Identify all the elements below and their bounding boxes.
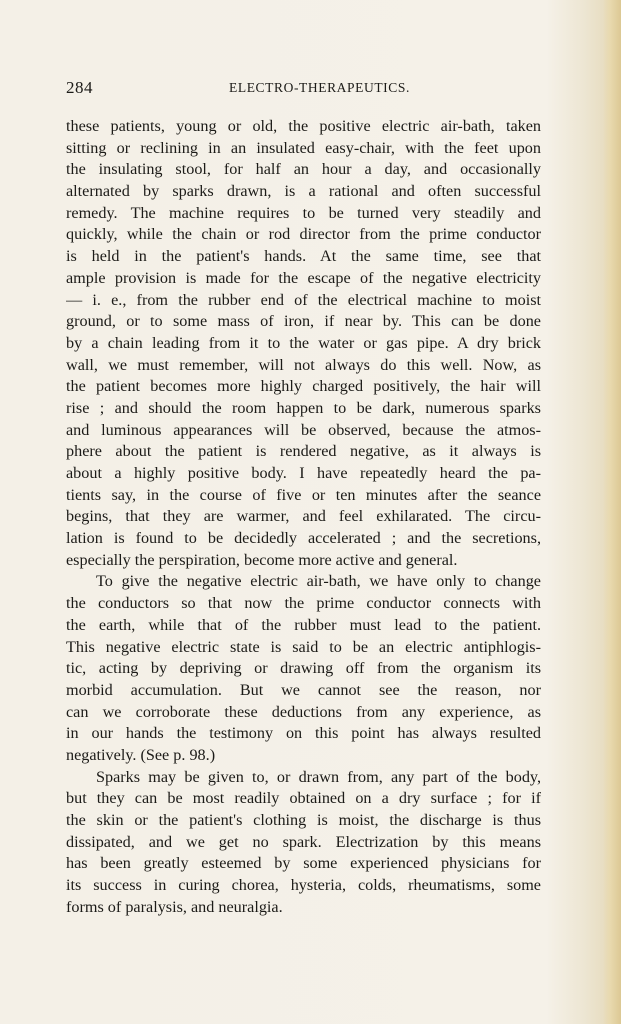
text-line: the conductors so that now the prime conductor connects with: [66, 594, 541, 613]
text-line: the insulating stool, for half an hour a day, and occasionally: [66, 160, 541, 179]
text-line: This negative electric state is said to be an electric antiphlogis-: [66, 637, 541, 656]
text-line: has been greatly esteemed by some experienced physicians for: [66, 854, 541, 873]
body-text: [66, 116, 541, 918]
page-number: 284: [66, 78, 93, 97]
text-line: tients say, in the course of five or ten minutes after the seance: [66, 485, 541, 504]
text-line: lation is found to be decidedly accelerated ; and the secretions,: [66, 529, 541, 548]
text-line: begins, that they are warmer, and feel exhilarated. The circu-: [66, 507, 541, 526]
text-line: ample provision is made for the escape of the negative electricity: [66, 268, 541, 287]
text-line: sitting or reclining in an insulated easy-chair, with the feet upon: [66, 138, 541, 157]
paragraph-start-line: Sparks may be given to, or drawn from, any part of the body,: [96, 767, 541, 786]
text-line: especially the perspiration, become more active and general.: [66, 550, 458, 569]
text-line: the patient becomes more highly charged positively, the hair will: [66, 377, 541, 396]
text-line: — i. e., from the rubber end of the electrical machine to moist: [66, 290, 541, 309]
text-line: negatively. (See p. 98.): [66, 745, 216, 764]
page-edge-shading: [603, 0, 621, 1024]
text-line: remedy. The machine requires to be turned very steadily and: [66, 203, 541, 222]
text-line: phere about the patient is rendered negative, as it always is: [66, 442, 541, 461]
page-header: [66, 78, 540, 100]
text-line: but they can be most readily obtained on a dry surface ; for if: [66, 789, 541, 808]
paragraph-start-line: To give the negative electric air-bath, we have only to change: [96, 572, 541, 591]
text-line: is held in the patient's hands. At the same time, see that: [66, 247, 541, 266]
text-line: dissipated, and we get no spark. Electrization by this means: [66, 832, 541, 851]
text-line: can we corroborate these deductions from any experience, as: [66, 702, 541, 721]
running-head: ELECTRO-THERAPEUTICS.: [229, 80, 410, 95]
text-line: alternated by sparks drawn, is a rational and often successful: [66, 182, 541, 201]
text-line: about a highly positive body. I have repeatedly heard the pa-: [66, 464, 541, 482]
text-line: quickly, while the chain or rod director from the prime conductor: [66, 225, 541, 244]
text-line: wall, we must remember, will not always do this well. Now, as: [66, 355, 541, 374]
text-line: forms of paralysis, and neuralgia.: [66, 897, 283, 916]
text-line: in our hands the testimony on this point has always resulted: [66, 724, 541, 743]
text-line: tic, acting by depriving or drawing off from the organism its: [66, 659, 541, 678]
text-line: morbid accumulation. But we cannot see the reason, nor: [66, 680, 541, 699]
text-line: the skin or the patient's clothing is moist, the discharge is thus: [66, 811, 541, 829]
text-line: and luminous appearances will be observed, because the atmos-: [66, 420, 541, 439]
text-line: its success in curing chorea, hysteria, colds, rheumatisms, some: [66, 876, 541, 895]
text-line: rise ; and should the room happen to be dark, numerous sparks: [66, 398, 541, 417]
text-line: ground, or to some mass of iron, if near by. This can be done: [66, 312, 541, 331]
text-line: these patients, young or old, the positive electric air-bath, taken: [66, 117, 541, 135]
text-line: by a chain leading from it to the water or gas pipe. A dry brick: [66, 333, 541, 352]
text-line: the earth, while that of the rubber must lead to the patient.: [66, 615, 541, 634]
